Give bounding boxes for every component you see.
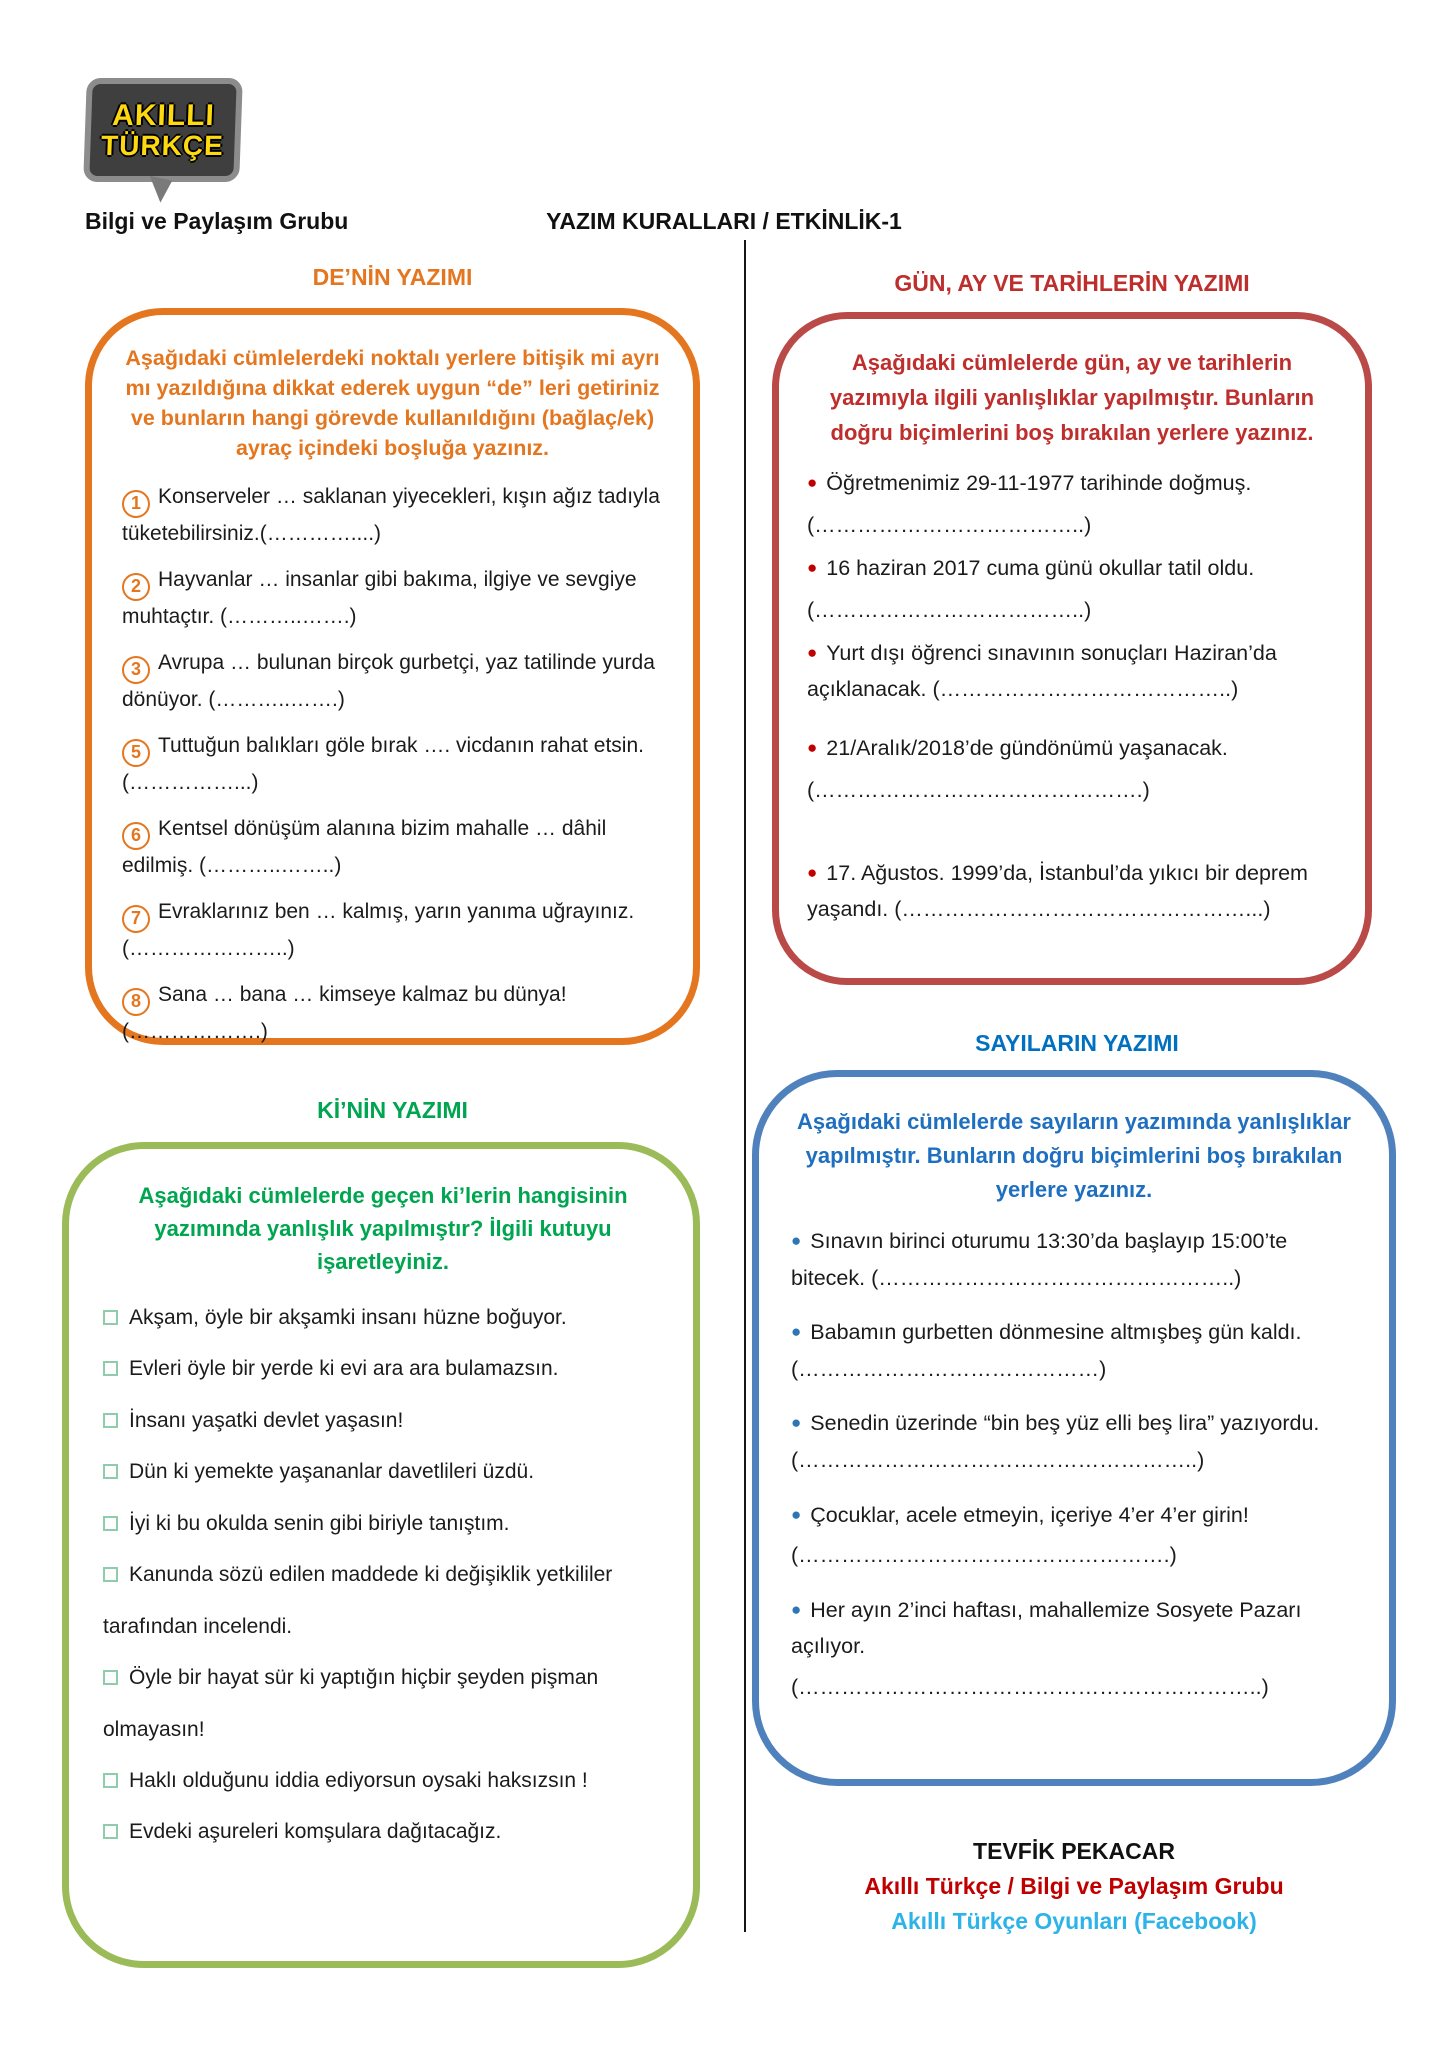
item-text: İnsanı yaşatki devlet yaşasın! — [129, 1408, 404, 1432]
ki-section-box — [62, 1142, 700, 1968]
checkbox[interactable] — [103, 1824, 118, 1839]
worksheet-item — [103, 1806, 663, 1857]
section-title-gun: GÜN, AY VE TARİHLERİN YAZIMI — [894, 270, 1250, 296]
section-title-sayi: SAYILARIN YAZIMI — [975, 1030, 1179, 1056]
worksheet-item — [807, 855, 1337, 928]
checkbox[interactable] — [103, 1361, 118, 1376]
item-text: Hayvanlar … insanlar gibi bakıma, ilgiye ve sevgiye muhtaçtır. (………..…….) — [122, 568, 637, 628]
answer-blank: (…………………………………………….) — [791, 1543, 1177, 1568]
worksheet-item — [791, 1314, 1357, 1387]
group-name: Bilgi ve Paylaşım Grubu — [85, 208, 349, 234]
bullet-icon — [807, 550, 817, 587]
item-text: Kanunda sözü edilen maddede ki değişiklik yetkililer tarafından incelendi. — [103, 1563, 613, 1638]
answer-blank: (………………………………..) — [807, 513, 1092, 538]
footer — [752, 1838, 1396, 1935]
item-text: Sana … bana … kimseye kalmaz bu dünya! (……………….) — [122, 983, 567, 1043]
answer-blank: (………………………………………………………..) — [791, 1674, 1269, 1699]
worksheet-item — [807, 730, 1337, 767]
de-instruction: Aşağıdaki cümlelerdeki noktalı yerlere bitişik mi ayrı mı yazıldığına dikkat ederek uygun “de” leri getiriniz ve bunların hangi görevde kullanıldığını (bağlaç/ek) ayraç içindeki boşluğa yazınız. — [125, 346, 660, 461]
item-text: 16 haziran 2017 cuma günü okullar tatil oldu. — [826, 555, 1255, 580]
sayi-section-box — [752, 1070, 1396, 1786]
akilli-turkce-logo — [85, 78, 241, 182]
item-text: 21/Aralık/2018’de gündönümü yaşanacak. — [826, 735, 1228, 760]
checkbox[interactable] — [103, 1413, 118, 1428]
checkbox[interactable] — [103, 1516, 118, 1531]
checkbox[interactable] — [103, 1464, 118, 1479]
bullet-icon — [791, 1497, 801, 1534]
footer-author: TEVFİK PEKACAR — [973, 1838, 1175, 1864]
worksheet-item — [122, 730, 663, 798]
column-divider — [744, 240, 746, 1932]
bullet-icon — [791, 1592, 801, 1629]
logo-badge — [83, 78, 243, 182]
item-text: Akşam, öyle bir akşamki insanı hüzne boğuyor. — [129, 1306, 567, 1329]
item-text: Tuttuğun balıkları göle bırak …. vicdanın rahat etsin. (……………...) — [122, 734, 644, 794]
bullet-icon — [791, 1223, 801, 1260]
item-number-badge: 8 — [122, 988, 150, 1016]
item-number-badge: 2 — [122, 573, 150, 601]
worksheet-item — [122, 564, 663, 632]
worksheet-item — [122, 979, 663, 1047]
worksheet-item — [122, 896, 663, 964]
item-text: Senedin üzerinde “bin beş yüz elli beş lira” yazıyordu.(………………………………………………..) — [791, 1411, 1320, 1473]
section-title-ki: Kİ’NİN YAZIMI — [317, 1097, 468, 1123]
worksheet-item — [122, 813, 663, 881]
answer-blank: (……………………………………….) — [807, 778, 1150, 803]
worksheet-item — [103, 1498, 663, 1549]
bullet-icon — [807, 855, 817, 892]
answer-blank: (………………………………..) — [807, 598, 1092, 623]
checkbox[interactable] — [103, 1773, 118, 1788]
worksheet-item — [807, 635, 1337, 708]
item-text: Evraklarınız ben … kalmış, yarın yanıma uğrayınız. (…………………..) — [122, 900, 635, 960]
speech-bubble-tail-icon — [145, 176, 172, 204]
item-number-badge: 7 — [122, 905, 150, 933]
worksheet-item — [103, 1755, 663, 1806]
worksheet-item — [791, 1592, 1357, 1665]
bullet-icon — [807, 635, 817, 672]
worksheet-item — [103, 1652, 663, 1755]
gun-instruction: Aşağıdaki cümlelerde gün, ay ve tarihlerin yazımıyla ilgili yanlışlıklar yapılmıştır. Bunların doğru biçimlerini boş bırakılan yerlere yazınız. — [829, 350, 1315, 446]
item-text: Öğretmenimiz 29-11-1977 tarihinde doğmuş. — [826, 470, 1252, 495]
item-text: Yurt dışı öğrenci sınavının sonuçları Haziran’da açıklanacak. (…………………………………..) — [807, 640, 1277, 702]
item-text: Dün ki yemekte yaşananlar davetlileri üzdü. — [129, 1460, 535, 1484]
item-text: Konserveler … saklanan yiyecekleri, kışın ağız tadıyla tüketebilirsiniz.(…………....) — [122, 485, 660, 545]
item-number-badge: 1 — [122, 490, 150, 518]
worksheet-item — [122, 647, 663, 715]
item-text: Avrupa … bulunan birçok gurbetçi, yaz tatilinde yurda dönüyor. (………..…….) — [122, 651, 655, 711]
bullet-icon — [807, 465, 817, 502]
footer-facebook: Akıllı Türkçe Oyunları (Facebook) — [891, 1908, 1257, 1934]
bullet-icon — [807, 730, 817, 767]
checkbox[interactable] — [103, 1670, 118, 1685]
item-text: Haklı olduğunu iddia ediyorsun oysaki haksızsın ! — [129, 1768, 588, 1792]
de-section-box — [85, 308, 700, 1045]
worksheet-item — [807, 465, 1337, 502]
item-text: İyi ki bu okulda senin gibi biriyle tanıştım. — [129, 1511, 510, 1535]
item-text: Öyle bir hayat sür ki yaptığın hiçbir şeyden pişman olmayasın! — [103, 1666, 599, 1741]
bullet-icon — [791, 1314, 801, 1351]
section-title-de: DE’NİN YAZIMI — [312, 264, 473, 290]
item-text: Evleri öyle bir yerde ki evi ara ara bulamazsın. — [129, 1357, 559, 1381]
footer-group: Akıllı Türkçe / Bilgi ve Paylaşım Grubu — [864, 1873, 1284, 1899]
checkbox[interactable] — [103, 1567, 118, 1582]
page-title: YAZIM KURALLARI / ETKİNLİK-1 — [546, 208, 902, 234]
item-number-badge: 6 — [122, 822, 150, 850]
ki-instruction: Aşağıdaki cümlelerde geçen ki’lerin hangisinin yazımında yanlışlık yapılmıştır? İlgili kutuyu işaretleyiniz. — [138, 1183, 628, 1274]
item-text: Sınavın birinci oturumu 13:30’da başlayıp 15:00’te bitecek. (…………………………………………..) — [791, 1229, 1288, 1290]
item-text: 17. Ağustos. 1999’da, İstanbul’da yıkıcı bir deprem yaşandı. (…………………………………………...) — [807, 860, 1308, 922]
worksheet-item — [103, 1549, 663, 1652]
item-text: Kentsel dönüşüm alanına bizim mahalle … dâhil edilmiş. (………..……..) — [122, 817, 607, 877]
worksheet-item — [103, 1343, 663, 1394]
worksheet-item — [791, 1497, 1357, 1534]
logo-text-line2: TÜRKÇE — [100, 130, 225, 162]
item-number-badge: 5 — [122, 739, 150, 767]
worksheet-item — [122, 481, 663, 549]
item-text: Evdeki aşureleri komşulara dağıtacağız. — [129, 1820, 502, 1844]
worksheet-item — [103, 1395, 663, 1446]
item-text: Her ayın 2’inci haftası, mahallemize Sosyete Pazarı açılıyor. — [791, 1597, 1302, 1659]
worksheet-item — [103, 1292, 663, 1343]
checkbox[interactable] — [103, 1310, 118, 1325]
worksheet-item — [791, 1405, 1357, 1478]
worksheet-item — [103, 1446, 663, 1497]
item-text: Çocuklar, acele etmeyin, içeriye 4’er 4’er girin! — [810, 1502, 1249, 1527]
gun-section-box — [772, 312, 1372, 985]
worksheet-item — [791, 1223, 1357, 1296]
item-text: Babamın gurbetten dönmesine altmışbeş gün kaldı. (……………………………………) — [791, 1320, 1302, 1381]
sayi-instruction: Aşağıdaki cümlelerde sayıların yazımında yanlışlıklar yapılmıştır. Bunların doğru biçimlerini boş bırakılan yerlere yazınız. — [797, 1109, 1351, 1203]
bullet-icon — [791, 1405, 801, 1442]
worksheet-item — [807, 550, 1337, 587]
logo-text-line1: AKILLI — [111, 98, 216, 132]
item-number-badge: 3 — [122, 656, 150, 684]
